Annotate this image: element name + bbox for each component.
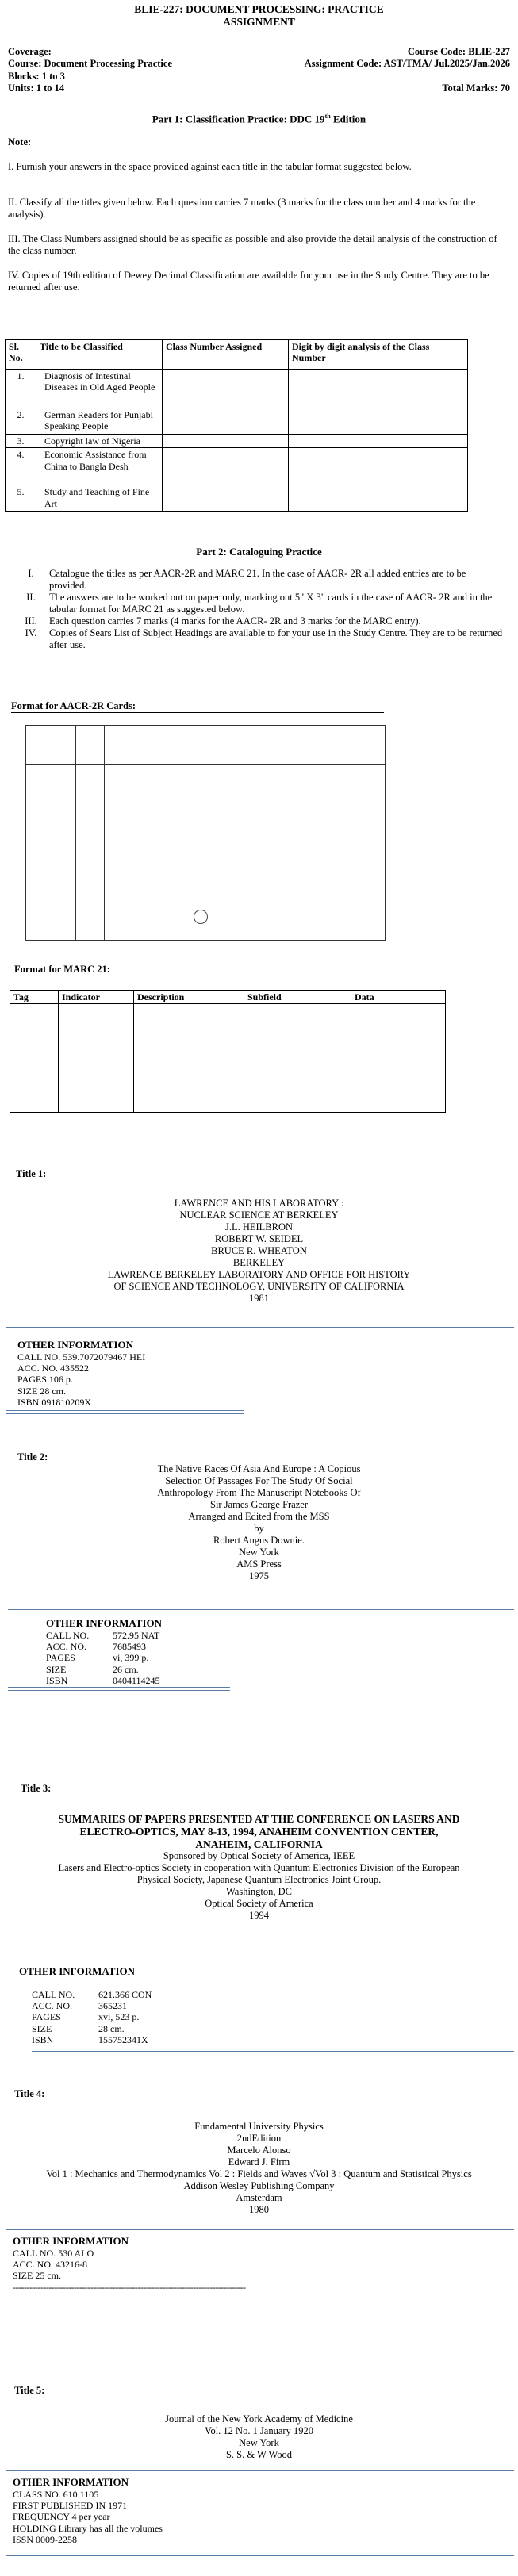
- analysis-cell[interactable]: [289, 448, 468, 485]
- analysis-cell[interactable]: [289, 485, 468, 512]
- row-number: 4.: [6, 448, 36, 485]
- aacr-label-underline: [11, 712, 384, 713]
- title5-description: Journal of the New York Academy of Medicine Vol. 12 No. 1 January 1920 New York S. S. & W Wood: [165, 2413, 353, 2460]
- title2-other-information: OTHER INFORMATION CALL NO. 572.95 NAT ACC. NO. 7685493 PAGES vi, 399 p. SIZE 26 cm. ISBN 0404114245: [46, 1617, 163, 1687]
- title4-label: Title 4:: [14, 2088, 45, 2099]
- note-1: I. Furnish your answers in the space provided against each title in the tabular format suggested below.: [8, 161, 412, 172]
- header-sl-no: Sl. No.: [6, 340, 36, 370]
- note-2: II. Classify all the titles given below. Each question carries 7 marks (3 marks for the class number and 4 marks for the analysis).: [8, 197, 476, 220]
- title-line-1: BLIE-227: DOCUMENT PROCESSING: PRACTICE: [134, 3, 384, 15]
- table-row: [6, 408, 468, 435]
- title5-bottom-rule: [6, 2555, 514, 2559]
- assignment-code: Assignment Code: AST/TMA/ Jul.2025/Jan.2026: [304, 58, 510, 70]
- row-title: Copyright law of Nigeria: [36, 435, 163, 448]
- title5-other-information: OTHER INFORMATION CLASS NO. 610.1105 FIRST PUBLISHED IN 1971 FREQUENCY 4 per year HOLDING Library has all the volumes ISSN 0009-2258: [13, 2476, 163, 2546]
- course-name: Course: Document Processing Practice: [8, 58, 173, 70]
- marc-header-description: Description: [134, 991, 244, 1004]
- marc-table: [10, 990, 446, 1113]
- title4-separator: [6, 2229, 514, 2233]
- dashed-rule: ------------------------------------------------------------------------------------: [13, 2281, 246, 2293]
- title2-description: The Native Races Of Asia And Europe : A Copious Selection Of Passages For The Study Of Social Anthropology From The Manuscript Notebooks Of Sir James George Frazer Arranged and Edited from the MSS by Robert Angus Downie. New York AMS Press 1975: [157, 1463, 361, 1581]
- title1-separator: [6, 1327, 514, 1328]
- header-analysis: Digit by digit analysis of the Class Number: [289, 340, 468, 370]
- title3-other-information: OTHER INFORMATION CALL NO. 621.366 CON ACC. NO. 365231 PAGES xvi, 523 p. SIZE 28 cm. ISBN 155752341X: [19, 1965, 152, 2046]
- marc-format-label: Format for MARC 21:: [14, 964, 110, 975]
- title1-description: LAWRENCE AND HIS LABORATORY : NUCLEAR SCIENCE AT BERKELEY J.L. HEILBRON ROBERT W. SEIDEL BRUCE R. WHEATON BERKELEY LAWRENCE BERKELEY LABORATORY AND OFFICE FOR HISTORY OF SCIENCE AND TECHNOLOGY, UNIVERSITY OF CALIFORNIA 1981: [107, 1198, 411, 1304]
- part1-heading: Part 1: Classification Practice: DDC 19th Edition: [152, 113, 366, 125]
- marc-description-cell[interactable]: [134, 1004, 244, 1113]
- table-row: [6, 485, 468, 512]
- row-title: German Readers for Punjabi Speaking People: [36, 408, 163, 435]
- class-number-cell[interactable]: [163, 370, 289, 408]
- table-header-row: [6, 340, 468, 370]
- instruction-item: II. The answers are to be worked out on paper only, marking out 5" X 3" cards in the case of AACR- 2R and in the tabular format for MARC 21 as suggested below.: [26, 592, 493, 615]
- marc-data-cell[interactable]: [351, 1004, 446, 1113]
- class-number-cell[interactable]: [163, 435, 289, 448]
- table-row: [6, 370, 468, 408]
- row-number: 3.: [6, 435, 36, 448]
- title4-description: Fundamental University Physics 2ndEdition Marcelo Alonso Edward J. Firm Vol 1 : Mechanics and Thermodynamics Vol 2 : Fields and Waves √Vol 3 : Quantum and Statistical Physics Addison Wesley Publishing Company Amsterdam 1980: [46, 2121, 472, 2215]
- note-label: Note:: [8, 136, 32, 148]
- header-class-number: Class Number Assigned: [163, 340, 289, 370]
- table-row: [10, 1004, 446, 1113]
- header-title: Title to be Classified: [36, 340, 163, 370]
- instruction-item: I. Catalogue the titles as per AACR-2R and MARC 21. In the case of AACR- 2R all added entries are to be provided.: [28, 568, 466, 591]
- info-heading: OTHER INFORMATION: [19, 1965, 136, 1977]
- instruction-item: IV. Copies of Sears List of Subject Headings are available to for your use in the Study Centre. They are to be returned after use.: [25, 627, 503, 650]
- card-line-top: [26, 764, 385, 765]
- row-title: Diagnosis of Intestinal Diseases in Old Aged People: [36, 370, 163, 408]
- table-row: [6, 448, 468, 485]
- title-line-2: ASSIGNMENT: [223, 16, 295, 29]
- info-heading: OTHER INFORMATION: [13, 2476, 129, 2488]
- title3-label: Title 3:: [21, 1783, 52, 1794]
- marc-header-data: Data: [351, 991, 446, 1004]
- row-title: Study and Teaching of Fine Art: [36, 485, 163, 512]
- title1-bottom-rule: [6, 1410, 244, 1414]
- title1-other-information: OTHER INFORMATION CALL NO. 539.7072079467 HEI ACC. NO. 435522 PAGES 106 p. SIZE 28 cm. ISBN 091810209X: [17, 1339, 146, 1409]
- course-code: Course Code: BLIE-227: [407, 46, 510, 57]
- card-line-right: [104, 726, 105, 940]
- classification-table: [5, 339, 468, 512]
- class-number-cell[interactable]: [163, 485, 289, 512]
- info-heading: OTHER INFORMATION: [46, 1617, 163, 1629]
- title1-label: Title 1:: [16, 1168, 47, 1179]
- coverage-label: Coverage:: [8, 46, 52, 57]
- assignment-title: [0, 3, 518, 29]
- class-number-cell[interactable]: [163, 408, 289, 435]
- row-number: 5.: [6, 485, 36, 512]
- marc-subfield-cell[interactable]: [244, 1004, 351, 1113]
- row-title: Economic Assistance from China to Bangla Desh: [36, 448, 163, 485]
- blocks: Blocks: 1 to 3: [8, 70, 65, 82]
- analysis-cell[interactable]: [289, 435, 468, 448]
- info-heading: OTHER INFORMATION: [17, 1339, 134, 1351]
- instruction-item: III. Each question carries 7 marks (4 marks for the AACR- 2R and 3 marks for the MARC entry).: [25, 615, 421, 627]
- marc-indicator-cell[interactable]: [59, 1004, 134, 1113]
- title2-label: Title 2:: [17, 1451, 48, 1462]
- marc-tag-cell[interactable]: [10, 1004, 59, 1113]
- title2-separator: [8, 1609, 514, 1610]
- marc-header-subfield: Subfield: [244, 991, 351, 1004]
- marc-header-tag: Tag: [10, 991, 59, 1004]
- aacr-card-template: [25, 725, 386, 941]
- class-number-cell[interactable]: [163, 448, 289, 485]
- table-row: [6, 435, 468, 448]
- card-line-left: [75, 726, 76, 940]
- title5-label: Title 5:: [14, 2385, 45, 2396]
- title3-heading: SUMMARIES OF PAPERS PRESENTED AT THE CONFERENCE ON LASERS AND ELECTRO-OPTICS, MAY 8-13, 1994, ANAHEIM CONVENTION CENTER, ANAHEIM, CALIFORNIA: [58, 1813, 460, 1851]
- units: Units: 1 to 14: [8, 82, 65, 94]
- marc-header-indicator: Indicator: [59, 991, 134, 1004]
- card-punch-hole-icon: [194, 910, 208, 924]
- total-marks: Total Marks: 70: [442, 82, 510, 94]
- analysis-cell[interactable]: [289, 370, 468, 408]
- title2-bottom-rule: [8, 1687, 230, 1691]
- note-4: IV. Copies of 19th edition of Dewey Decimal Classification are available for your use in the Study Centre. They are to be returned after use.: [8, 270, 489, 293]
- analysis-cell[interactable]: [289, 408, 468, 435]
- note-3: III. The Class Numbers assigned should be as specific as possible and also provide the detail analysis of the construction of the class number.: [8, 233, 497, 256]
- part2-instructions: [13, 568, 503, 651]
- title3-separator: [32, 2051, 514, 2052]
- part2-heading: Part 2: Cataloguing Practice: [196, 546, 322, 558]
- course-details: [8, 46, 510, 94]
- title4-other-information: OTHER INFORMATION CALL NO. 530 ALO ACC. NO. 43216-8 SIZE 25 cm. ------------------------------------------------------------------------------------: [13, 2235, 433, 2293]
- title3-description: Sponsored by Optical Society of America, IEEE Lasers and Electro-optics Society in cooperation with Quantum Electronics Division of the European Physical Society, Japanese Quantum Electronics Joint Group. Washington, DC Optical Society of America 1994: [58, 1850, 460, 1921]
- title5-separator: [6, 2467, 514, 2471]
- row-number: 2.: [6, 408, 36, 435]
- row-number: 1.: [6, 370, 36, 408]
- aacr-format-label: Format for AACR-2R Cards:: [11, 700, 136, 711]
- marc-header-row: [10, 991, 446, 1004]
- info-heading: OTHER INFORMATION: [13, 2235, 129, 2247]
- course-details-right: [305, 46, 510, 94]
